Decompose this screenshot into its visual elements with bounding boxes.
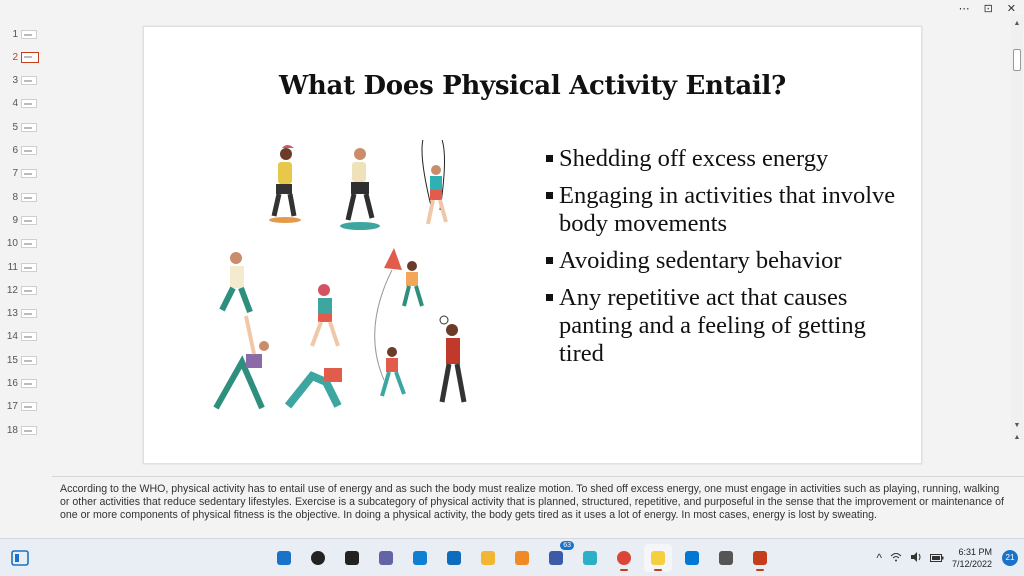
sublime-icon[interactable] bbox=[508, 544, 536, 572]
sublime-glyph bbox=[513, 549, 531, 567]
slide-number: 9 bbox=[12, 214, 18, 226]
slide-thumbnail-image[interactable] bbox=[21, 123, 37, 132]
powerpoint-icon[interactable] bbox=[746, 544, 774, 572]
chrome-icon[interactable] bbox=[610, 544, 638, 572]
edge-icon[interactable] bbox=[406, 544, 434, 572]
slide-thumbnail-image[interactable] bbox=[21, 263, 37, 272]
tray-overflow-icon[interactable]: ^ bbox=[876, 551, 882, 565]
vscode-icon[interactable] bbox=[678, 544, 706, 572]
sticky-notes-glyph bbox=[649, 549, 667, 567]
slide-number: 1 bbox=[12, 28, 18, 40]
widgets-icon[interactable] bbox=[11, 549, 29, 567]
search-icon[interactable] bbox=[304, 544, 332, 572]
slide-thumbnail-image[interactable] bbox=[21, 169, 37, 178]
slide-number: 15 bbox=[6, 354, 18, 366]
slide-number: 17 bbox=[6, 401, 18, 413]
notification-badge[interactable]: 21 bbox=[1002, 550, 1018, 566]
runner-figure bbox=[222, 252, 250, 312]
slide-title[interactable]: What Does Physical Activity Entail? bbox=[279, 71, 786, 101]
clock-date: 7/12/2022 bbox=[951, 559, 992, 569]
slide-thumbnail[interactable] bbox=[0, 187, 54, 207]
slide-thumbnail-image[interactable] bbox=[21, 52, 39, 63]
windows-start-icon[interactable] bbox=[270, 544, 298, 572]
slide-thumbnail[interactable] bbox=[0, 210, 54, 230]
slide-thumbnail[interactable] bbox=[0, 47, 54, 67]
close-button[interactable]: ✕ bbox=[1006, 2, 1016, 15]
restore-button[interactable]: ⊡ bbox=[983, 2, 993, 15]
calculator-icon[interactable] bbox=[712, 544, 740, 572]
slide-canvas[interactable] bbox=[143, 26, 922, 464]
more-options-button[interactable]: ⋯ bbox=[958, 2, 970, 15]
slide-thumbnail[interactable] bbox=[0, 117, 54, 137]
kite-figure bbox=[375, 248, 448, 380]
store-glyph bbox=[445, 549, 463, 567]
slide-thumbnail[interactable] bbox=[0, 327, 54, 347]
clock-time: 6:31 PM bbox=[958, 547, 992, 557]
slide-thumbnail[interactable] bbox=[0, 164, 54, 184]
rollerblader-figure bbox=[312, 284, 338, 346]
slide-thumbnail-image[interactable] bbox=[21, 426, 37, 435]
bullet-list[interactable] bbox=[546, 145, 906, 377]
calculator-glyph bbox=[717, 549, 735, 567]
slide-number: 8 bbox=[12, 191, 18, 203]
boy-running-figure bbox=[382, 347, 404, 396]
slide-number: 4 bbox=[12, 98, 18, 110]
scroll-down-arrow-icon[interactable]: ▼ bbox=[1013, 422, 1021, 429]
running-indicator bbox=[654, 569, 662, 571]
slide-number: 12 bbox=[6, 284, 18, 296]
slide-thumbnail-image[interactable] bbox=[21, 332, 37, 341]
chat-app-glyph bbox=[581, 549, 599, 567]
speaker-notes-pane[interactable] bbox=[52, 476, 1024, 538]
scroll-up-arrow-icon[interactable]: ▲ bbox=[1013, 20, 1021, 27]
file-explorer-glyph bbox=[479, 549, 497, 567]
slide-number: 13 bbox=[6, 308, 18, 320]
chat-glyph bbox=[377, 549, 395, 567]
slide-number: 16 bbox=[6, 378, 18, 389]
app-badge-icon[interactable] bbox=[542, 544, 570, 572]
bullet-item[interactable]: Avoiding sedentary behavior bbox=[546, 247, 906, 275]
powerpoint-glyph bbox=[751, 549, 769, 567]
taskbar bbox=[0, 538, 1024, 576]
slide-number: 6 bbox=[12, 145, 18, 156]
slide-thumbnail[interactable] bbox=[0, 280, 54, 300]
slide-thumbnail[interactable] bbox=[0, 94, 54, 114]
file-explorer-icon[interactable] bbox=[474, 544, 502, 572]
chat-icon[interactable] bbox=[372, 544, 400, 572]
volume-icon[interactable] bbox=[910, 551, 922, 565]
slide-thumbnail-image[interactable] bbox=[21, 286, 37, 295]
yoga-figure bbox=[216, 316, 269, 408]
slide-thumbnail-image[interactable] bbox=[21, 356, 37, 365]
slide-thumbnail-pane bbox=[0, 18, 54, 478]
clock[interactable] bbox=[952, 546, 992, 570]
slide-thumbnail-image[interactable] bbox=[21, 379, 37, 388]
slide-number: 11 bbox=[7, 261, 18, 273]
slide-thumbnail[interactable] bbox=[0, 420, 54, 440]
slide-thumbnail-image[interactable] bbox=[21, 216, 37, 225]
task-view-icon[interactable] bbox=[338, 544, 366, 572]
slide-thumbnail[interactable] bbox=[0, 350, 54, 370]
slide-thumbnail[interactable] bbox=[0, 24, 54, 44]
edge-glyph bbox=[411, 549, 429, 567]
slide-thumbnail-image[interactable] bbox=[21, 309, 37, 318]
battery-icon[interactable] bbox=[930, 551, 944, 565]
people-exercising-illustration[interactable] bbox=[206, 140, 496, 416]
slide-number: 2 bbox=[12, 51, 18, 63]
bullet-item[interactable]: Shedding off excess energy bbox=[546, 145, 906, 173]
skateboarder-figure bbox=[340, 148, 380, 230]
search-glyph bbox=[309, 549, 327, 567]
scrollbar-thumb[interactable] bbox=[1013, 49, 1021, 71]
slide-number: 5 bbox=[12, 121, 18, 133]
chrome-glyph bbox=[615, 549, 633, 567]
slide-thumbnail-image[interactable] bbox=[21, 30, 37, 39]
window-controls bbox=[959, 0, 1016, 16]
running-indicator bbox=[756, 569, 764, 571]
walker-figure bbox=[442, 324, 464, 402]
slide-thumbnail-image[interactable] bbox=[21, 193, 37, 202]
slide-thumbnail-image[interactable] bbox=[21, 146, 37, 155]
previous-slide-icon[interactable]: ▲ bbox=[1013, 434, 1021, 441]
yoga-pose-figure bbox=[288, 368, 342, 406]
taskbar-apps bbox=[270, 544, 774, 572]
slide-number: 10 bbox=[6, 238, 18, 250]
store-icon[interactable] bbox=[440, 544, 468, 572]
jump-rope-figure bbox=[422, 140, 446, 224]
task-view-glyph bbox=[343, 549, 361, 567]
wifi-icon[interactable] bbox=[890, 551, 902, 565]
system-tray bbox=[876, 539, 1024, 576]
running-indicator bbox=[620, 569, 628, 571]
slide-number: 14 bbox=[6, 331, 18, 343]
sticky-notes-icon[interactable] bbox=[644, 544, 672, 572]
speaker-notes-text[interactable]: According to the WHO, physical activity has to entail use of energy and as such the body must realize motion. To shed off excess energy, one must engage in activities such as playing, running, walking or other activities that reduce sedentary lifestyles. Exercise is a subcategory of physical activity that is planned, structured, repetitive, and purposeful in the sense that the improvement or maintenance of one or more components of physical fitness is the objective. In doing a physical activity, the body gets tired as it uses a lot of energy. In most cases, energy is lost by sweating. bbox=[60, 483, 1004, 521]
slide-thumbnail[interactable] bbox=[0, 304, 54, 324]
chat-app-icon[interactable] bbox=[576, 544, 604, 572]
bullet-item[interactable]: Any repetitive act that causes panting and a feeling of getting tired bbox=[546, 284, 906, 368]
slide-number: 7 bbox=[12, 168, 18, 180]
slide-thumbnail-image[interactable] bbox=[21, 402, 37, 411]
skateboarder-figure bbox=[269, 145, 301, 223]
slide-thumbnail[interactable] bbox=[0, 234, 54, 254]
slide-thumbnail-image[interactable] bbox=[21, 76, 37, 85]
slide-thumbnail-image[interactable] bbox=[21, 239, 37, 248]
bullet-item[interactable]: Engaging in activities that involve body movements bbox=[546, 182, 906, 238]
app-badge-count: 63 bbox=[560, 541, 574, 550]
app-badge-glyph bbox=[547, 549, 565, 567]
slide-thumbnail-image[interactable] bbox=[21, 99, 37, 108]
slide-number: 3 bbox=[12, 75, 18, 87]
windows-start-glyph bbox=[275, 549, 293, 567]
slide-thumbnail[interactable] bbox=[0, 374, 54, 394]
vscode-glyph bbox=[683, 549, 701, 567]
slide-thumbnail[interactable] bbox=[0, 397, 54, 417]
vertical-scrollbar[interactable] bbox=[1011, 15, 1023, 440]
slide-thumbnail[interactable] bbox=[0, 71, 54, 91]
slide-number: 18 bbox=[6, 424, 18, 436]
slide-thumbnail[interactable] bbox=[0, 257, 54, 277]
slide-thumbnail[interactable] bbox=[0, 141, 54, 161]
